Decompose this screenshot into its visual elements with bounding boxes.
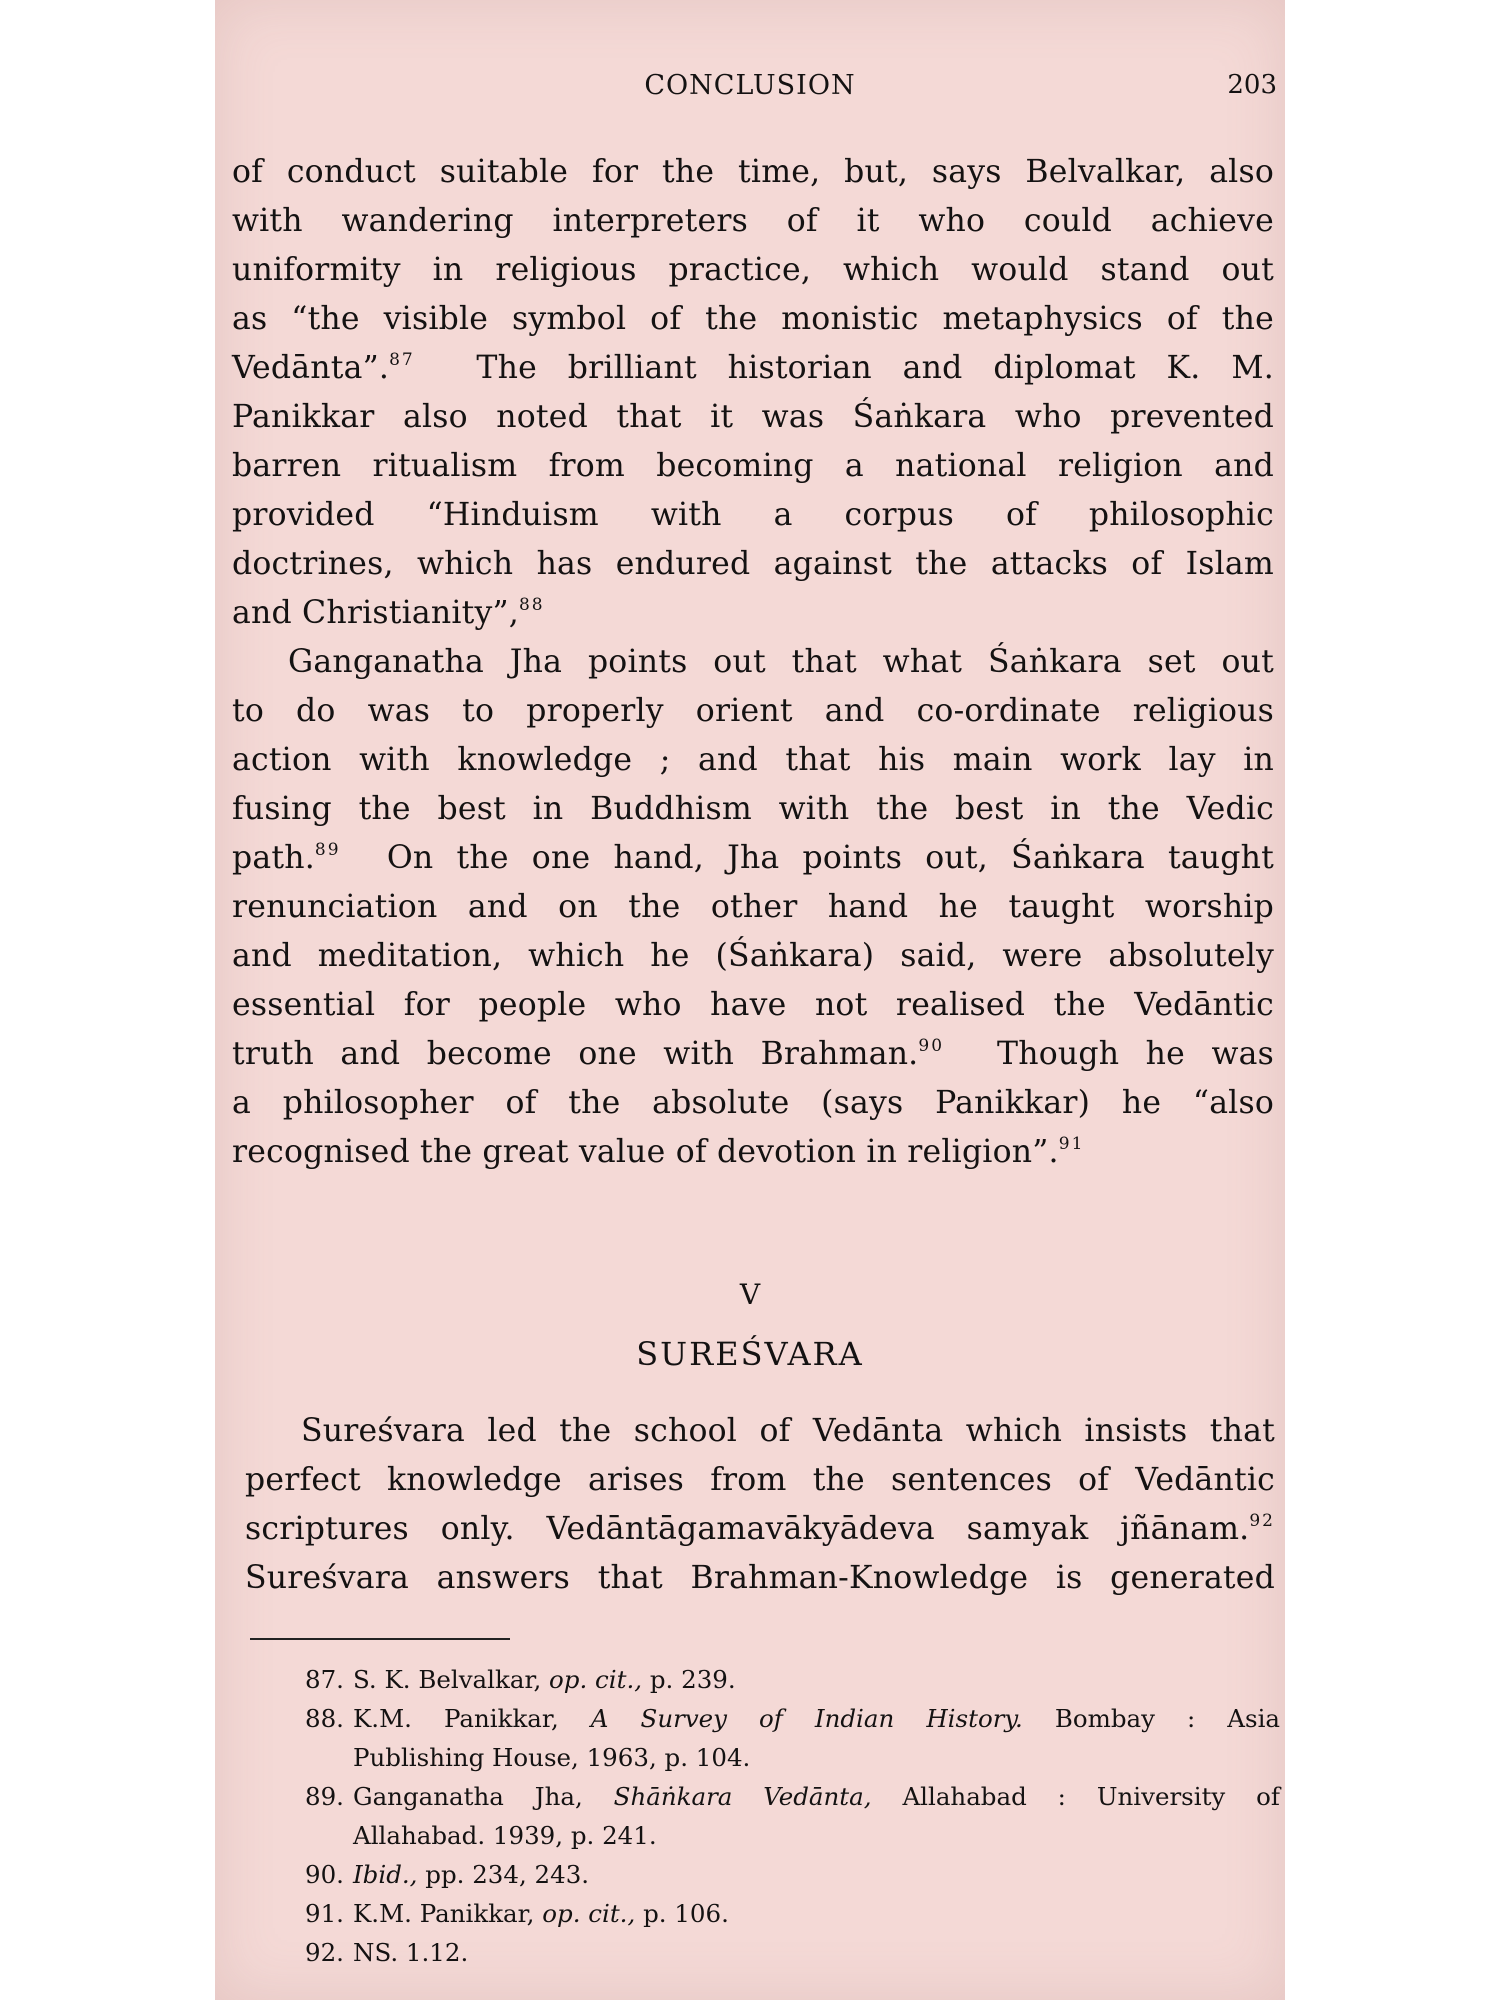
footnote-number: 92.: [305, 1938, 344, 1967]
footnote: 87. S. K. Belvalkar, op. cit., p. 239.: [245, 1660, 1280, 1699]
section-text: [245, 1407, 1275, 1603]
footnote: 92. NS. 1.12.: [245, 1933, 1280, 1972]
book-page: [215, 0, 1285, 2000]
footnote-number: 89.: [305, 1782, 344, 1811]
page-number: 203: [1227, 70, 1277, 100]
footnote-ref: 92: [1249, 1511, 1275, 1531]
text-line: perfect knowledge arises from the sentences of Vedāntic: [245, 1462, 1275, 1498]
header-title: CONCLUSION: [644, 70, 856, 101]
text-line: fusing the best in Buddhism with the best in the Vedic: [232, 791, 1274, 827]
text-line: scriptures only. Vedāntāgamavākyādeva samyak jñānam.$^{92}$: [245, 1511, 1275, 1547]
footnote-ref: 88: [518, 595, 545, 615]
footnote-number: 87.: [305, 1665, 344, 1694]
main-text: [232, 148, 1274, 1177]
running-header: [215, 70, 1285, 110]
footnote-number: 90.: [305, 1860, 344, 1889]
text-line: recognised the great value of devotion in religion”.$^{91}$: [232, 1134, 1085, 1170]
footnote: 91. K.M. Panikkar, op. cit., p. 106.: [245, 1894, 1280, 1933]
text-line: path.$^{89}$ On the one hand, Jha points out, Śaṅkara taught: [232, 840, 1274, 876]
text-line: as “the visible symbol of the monistic metaphysics of the: [232, 301, 1274, 337]
section-title: SUREŚVARA: [636, 1335, 864, 1373]
text-line: doctrines, which has endured against the attacks of Islam: [232, 546, 1274, 582]
text-line: a philosopher of the absolute (says Panikkar) he “also: [232, 1085, 1274, 1121]
footnote-ref: 89: [314, 840, 341, 860]
footnote-ref: 87: [389, 350, 415, 370]
text-line: Sureśvara answers that Brahman-Knowledge is generated: [245, 1560, 1275, 1596]
text-line: essential for people who have not realised the Vedāntic: [232, 987, 1274, 1023]
footnote: 88. K.M. Panikkar, A Survey of Indian History. Bombay : Asia Publishing House, 1963, p. 104.: [245, 1699, 1280, 1777]
footnote: 90. Ibid., pp. 234, 243.: [245, 1855, 1280, 1894]
text-line: Ganganatha Jha points out that what Śaṅkara set out: [288, 644, 1274, 680]
text-line: of conduct suitable for the time, but, says Belvalkar, also: [232, 154, 1274, 190]
footnote-ref: 90: [918, 1036, 945, 1056]
text-line: with wandering interpreters of it who could achieve: [232, 203, 1274, 239]
text-line: Panikkar also noted that it was Śaṅkara who prevented: [232, 399, 1274, 435]
text-line: uniformity in religious practice, which would stand out: [232, 252, 1274, 288]
text-line: provided “Hinduism with a corpus of philosophic: [232, 497, 1274, 533]
text-line: renunciation and on the other hand he taught worship: [232, 889, 1274, 925]
text-line: to do was to properly orient and co-ordinate religious: [232, 693, 1274, 729]
footnote: 89. Ganganatha Jha, Shāṅkara Vedānta, Allahabad : University of Allahabad. 1939, p. 241.: [245, 1777, 1280, 1855]
text-line: Sureśvara led the school of Vedānta which insists that: [301, 1413, 1275, 1449]
section-number: V: [739, 1278, 761, 1311]
footnote-number: 91.: [305, 1899, 344, 1928]
footnote-number: 88.: [305, 1704, 344, 1733]
text-line: action with knowledge ; and that his main work lay in: [232, 742, 1274, 778]
text-line: and meditation, which he (Śaṅkara) said, were absolutely: [232, 938, 1274, 974]
footnote-divider: [250, 1638, 510, 1640]
text-line: Vedānta”.$^{87}$ The brilliant historian and diplomat K. M.: [232, 350, 1274, 386]
footnote-ref: 91: [1058, 1134, 1085, 1154]
footnotes: [245, 1660, 1280, 1972]
text-line: and Christianity”,$^{88}$: [232, 595, 545, 631]
text-line: truth and become one with Brahman.$^{90}$ Though he was: [232, 1036, 1274, 1072]
text-line: barren ritualism from becoming a national religion and: [232, 448, 1274, 484]
